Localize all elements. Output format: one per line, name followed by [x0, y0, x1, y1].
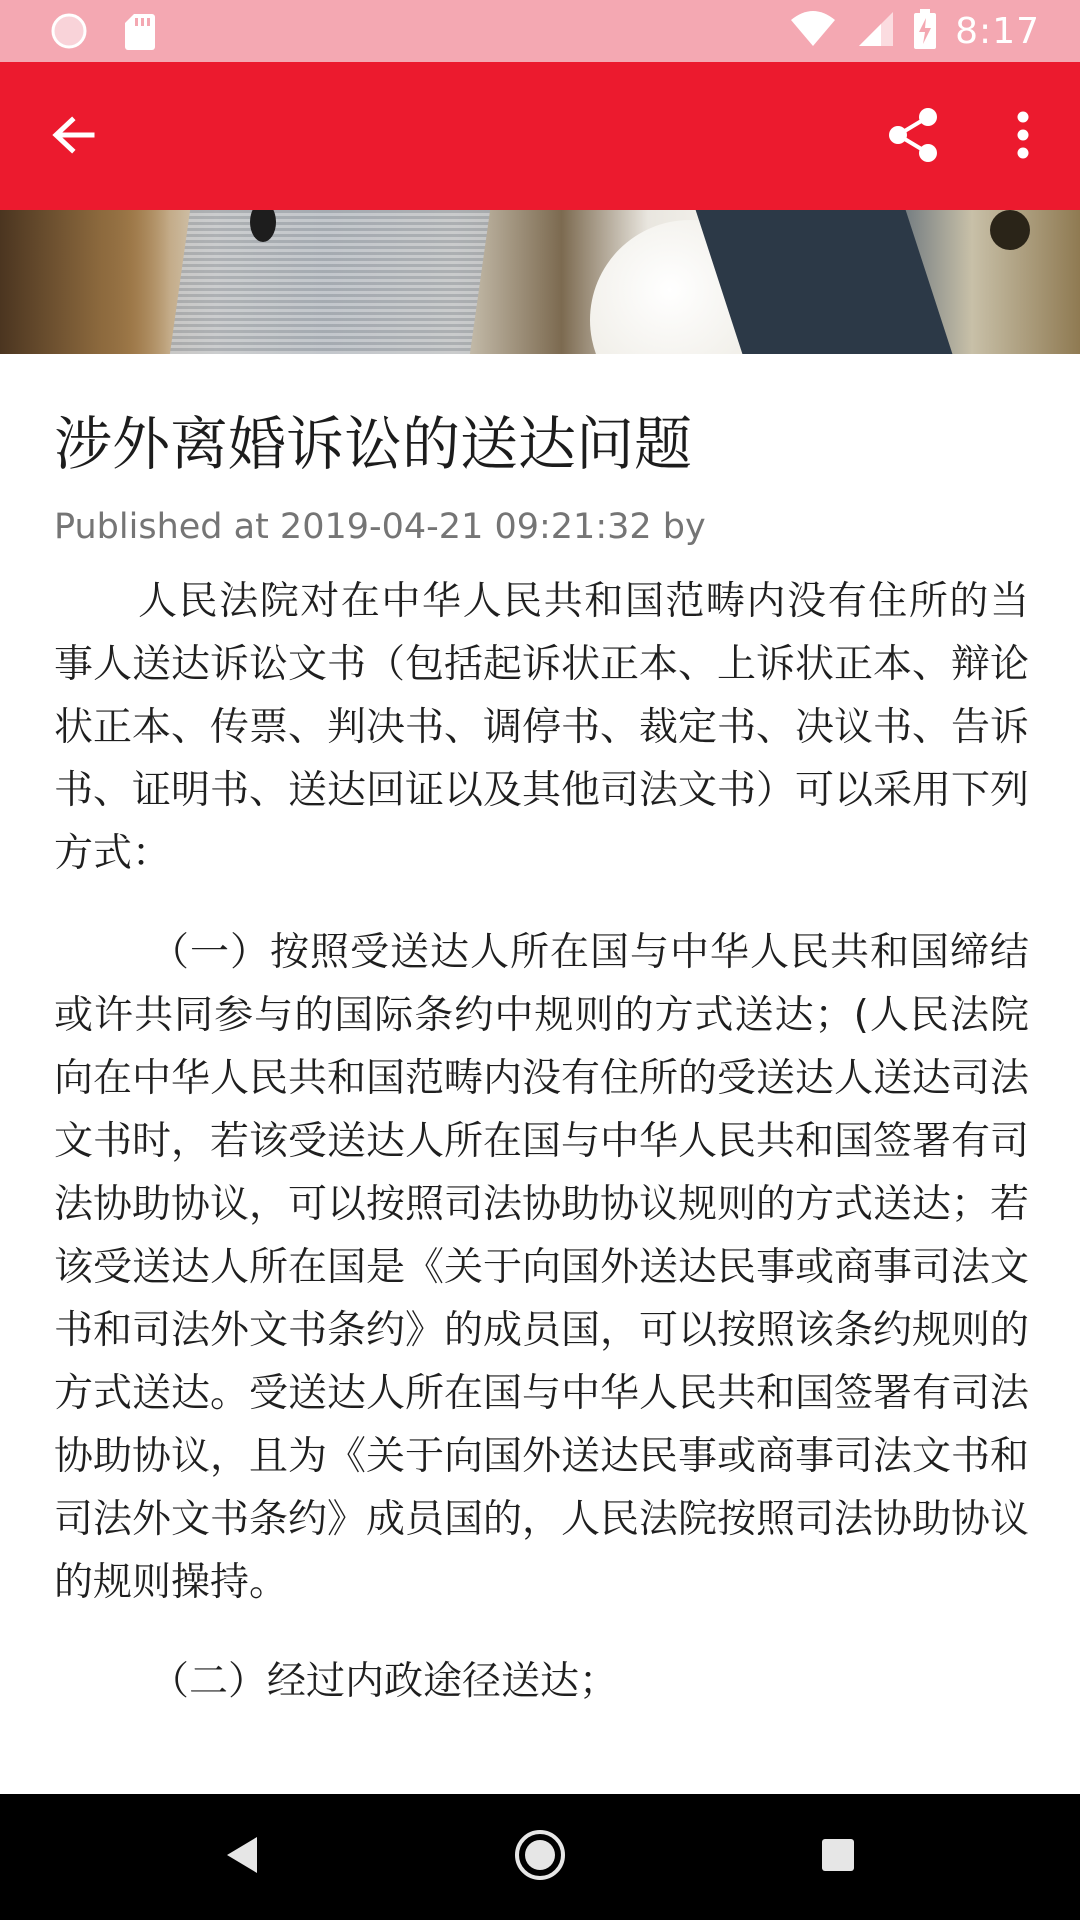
- article-meta: Published at 2019-04-21 09:21:32 by: [54, 507, 706, 547]
- nav-recents-icon: [820, 1837, 856, 1877]
- circle-notification-icon: [50, 12, 88, 54]
- nav-back-button[interactable]: [202, 1822, 282, 1892]
- article-paragraph: （一）按照受送达人所在国与中华人民共和国缔结或许共同参与的国际条约中规则的方式送达；(人民法院向在中华人民共和国范畴内没有住所的受送达人送达司法文书时，若该受送达人所在国与中华人民共和国签署有司法协助协议，可以按照司法协助协议规则的方式送达；若该受送达人所在国是《关于向国外送达民事或商事司法文书和司法外文书条约》的成员国，可以按照该条约规则的方式送达。受送达人所在国与中华人民共和国签署有司法协助协议，且为《关于向国外送达民事或商事司法文书和司法外文书条约》成员国的，人民法院按照司法协助协议的规则操持。: [54, 930, 1030, 1605]
- sd-card-icon: [124, 12, 156, 54]
- status-bar: [0, 0, 1080, 62]
- clock: 8:17: [955, 10, 1040, 52]
- more-options-button[interactable]: [988, 102, 1058, 172]
- share-icon: [886, 107, 940, 167]
- article-title: 涉外离婚诉讼的送达问题: [54, 410, 693, 478]
- wifi-icon: [789, 10, 837, 52]
- nav-home-icon: [514, 1829, 566, 1885]
- battery-charging-icon: [913, 8, 937, 54]
- nav-back-icon: [225, 1835, 259, 1879]
- back-button[interactable]: [38, 102, 108, 172]
- nav-recents-button[interactable]: [798, 1822, 878, 1892]
- header-image: [0, 210, 1080, 354]
- nav-home-button[interactable]: [500, 1822, 580, 1892]
- article: [54, 354, 1029, 1713]
- article-paragraph: （二）经过内政途径送达；: [150, 1659, 619, 1704]
- cell-signal-icon: [855, 10, 895, 52]
- share-button[interactable]: [878, 102, 948, 172]
- article-paragraph: 人民法院对在中华人民共和国范畴内没有住所的当事人送达诉讼文书（包括起诉状正本、上诉状正本、辩论状正本、传票、判决书、调停书、裁定书、决议书、告诉书、证明书、送达回证以及其他司法文书）可以采用下列方式：: [54, 579, 1030, 876]
- navigation-bar: [0, 1794, 1080, 1920]
- back-arrow-icon: [48, 110, 98, 164]
- more-vert-icon: [1015, 110, 1031, 164]
- app-bar: [0, 62, 1080, 210]
